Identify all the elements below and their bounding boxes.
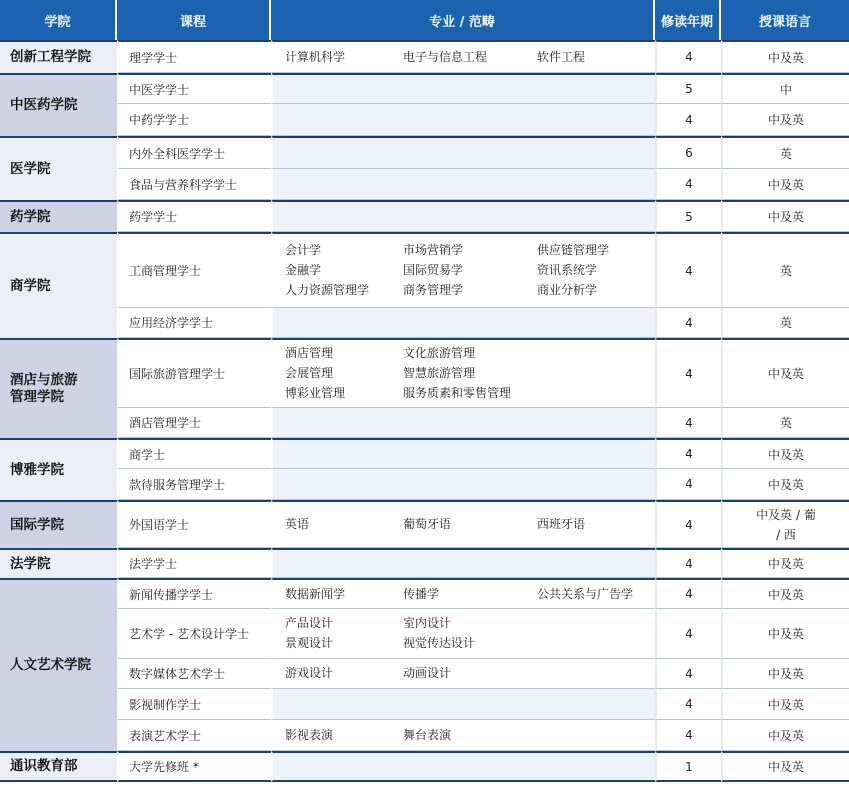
school-cell: 人文艺术学院: [0, 578, 117, 751]
major-item: 博彩业管理: [285, 386, 346, 400]
table-row: [0, 500, 849, 548]
course-cell: 工商管理学士: [117, 232, 271, 308]
header-language: 授课语言: [721, 0, 849, 40]
course-cell: 外国语学士: [117, 500, 271, 548]
majors-cell: [271, 609, 655, 659]
majors-cell: [271, 169, 655, 200]
table-row: [0, 720, 849, 751]
language-cell: 英: [721, 232, 849, 308]
language-line: / 西: [776, 527, 796, 542]
course-cell: 大学先修班 *: [117, 751, 271, 782]
majors-cell: [271, 438, 655, 469]
language-cell: 中及英: [721, 338, 849, 408]
majors-cell: [271, 73, 655, 104]
major-item: 资讯系统学: [537, 263, 598, 277]
language-cell: 中及英: [721, 104, 849, 136]
major-item: 公共关系与广告学: [537, 586, 634, 601]
header-school: 学院: [0, 0, 117, 40]
language-cell: 英: [721, 408, 849, 438]
school-cell: [0, 338, 117, 438]
school-cell: 创新工程学院: [0, 40, 117, 73]
course-cell: 款待服务管理学士: [117, 469, 271, 500]
major-item: 英语: [285, 517, 310, 531]
language-cell: 中及英: [721, 200, 849, 232]
table-row: [0, 308, 849, 338]
school-cell: 商学院: [0, 232, 117, 338]
school-cell: 法学院: [0, 548, 117, 578]
years-cell: 4: [655, 40, 721, 73]
table-row: [0, 169, 849, 200]
course-cell: 艺术学 - 艺术设计学士: [117, 609, 271, 659]
table-row: [0, 578, 849, 609]
language-cell: 英: [721, 308, 849, 338]
years-cell: 4: [655, 338, 721, 408]
major-item: 室内设计: [403, 616, 452, 630]
table-row: [0, 609, 849, 659]
major-item: 景观设计: [285, 636, 334, 650]
years-cell: 4: [655, 104, 721, 136]
course-cell: 食品与营养科学学士: [117, 169, 271, 200]
years-cell: 4: [655, 609, 721, 659]
header-course: 课程: [117, 0, 271, 40]
language-cell: 中: [721, 73, 849, 104]
course-cell: 表演艺术学士: [117, 720, 271, 751]
years-cell: 4: [655, 689, 721, 720]
course-cell: 理学学士: [117, 40, 271, 73]
header-majors: 专业 / 范畴: [271, 0, 655, 40]
course-cell: 中药学学士: [117, 104, 271, 136]
major-item: 会展管理: [285, 366, 334, 380]
major-item: 舞台表演: [403, 727, 452, 742]
language-cell: 中及英: [721, 578, 849, 609]
course-cell: 商学士: [117, 438, 271, 469]
major-item: 服务质素和零售管理: [403, 386, 512, 400]
major-item: 西班牙语: [537, 517, 586, 531]
language-cell: 中及英: [721, 548, 849, 578]
majors-cell: [271, 200, 655, 232]
major-item: 软件工程: [537, 49, 586, 64]
course-cell: 酒店管理学士: [117, 408, 271, 438]
course-cell: 法学学士: [117, 548, 271, 578]
years-cell: 4: [655, 308, 721, 338]
years-cell: 5: [655, 200, 721, 232]
language-cell: [721, 500, 849, 548]
major-item: 视觉传达设计: [403, 636, 476, 650]
majors-cell: [271, 232, 655, 308]
majors-cell: [271, 104, 655, 136]
years-cell: 4: [655, 578, 721, 609]
school-cell: 通识教育部: [0, 751, 117, 782]
major-item: 游戏设计: [285, 666, 334, 680]
major-item: 国际贸易学: [403, 263, 464, 277]
school-cell: 医学院: [0, 136, 117, 200]
years-cell: 6: [655, 136, 721, 169]
majors-cell: [271, 578, 655, 609]
school-cell: 博雅学院: [0, 438, 117, 500]
language-cell: 中及英: [721, 720, 849, 751]
table-row: [0, 689, 849, 720]
major-item: 智慧旅游管理: [403, 366, 476, 380]
language-cell: 中及英: [721, 438, 849, 469]
major-item: 动画设计: [403, 666, 452, 680]
years-cell: 4: [655, 548, 721, 578]
table-row: [0, 338, 849, 408]
language-cell: 英: [721, 136, 849, 169]
table-row: [0, 73, 849, 104]
major-item: 商务管理学: [403, 283, 464, 297]
table-row: [0, 136, 849, 169]
major-item: 传播学: [403, 586, 440, 601]
years-cell: 4: [655, 500, 721, 548]
header-years: 修读年期: [655, 0, 721, 40]
table-row: [0, 232, 849, 308]
majors-cell: [271, 308, 655, 338]
table-row: [0, 751, 849, 782]
major-item: 人力资源管理学: [285, 283, 370, 297]
course-cell: 药学学士: [117, 200, 271, 232]
language-cell: 中及英: [721, 40, 849, 73]
school-cell: 国际学院: [0, 500, 117, 548]
major-item: 电子与信息工程: [403, 49, 488, 64]
major-item: 商业分析学: [537, 283, 598, 297]
school-cell: 中医药学院: [0, 73, 117, 136]
table-row: [0, 408, 849, 438]
majors-cell: [271, 689, 655, 720]
school-cell: 药学院: [0, 200, 117, 232]
table-row: [0, 200, 849, 232]
table-row: [0, 104, 849, 136]
years-cell: 1: [655, 751, 721, 782]
language-line: 中及英 / 葡: [756, 507, 816, 522]
language-cell: 中及英: [721, 609, 849, 659]
years-cell: 4: [655, 469, 721, 500]
majors-cell: [271, 720, 655, 751]
major-item: 会计学: [285, 243, 322, 257]
table-row: [0, 659, 849, 689]
major-item: 产品设计: [285, 616, 334, 630]
language-cell: 中及英: [721, 169, 849, 200]
majors-cell: [271, 500, 655, 548]
majors-cell: [271, 136, 655, 169]
majors-cell: [271, 408, 655, 438]
major-item: 数据新闻学: [285, 586, 346, 601]
years-cell: 4: [655, 232, 721, 308]
majors-cell: [271, 338, 655, 408]
majors-cell: [271, 548, 655, 578]
majors-cell: [271, 751, 655, 782]
table-row: [0, 469, 849, 500]
years-cell: 4: [655, 720, 721, 751]
major-item: 供应链管理学: [537, 243, 610, 257]
years-cell: 4: [655, 659, 721, 689]
majors-cell: [271, 40, 655, 73]
course-cell: 数字媒体艺术学士: [117, 659, 271, 689]
language-cell: 中及英: [721, 751, 849, 782]
major-item: 市场营销学: [403, 243, 464, 257]
years-cell: 5: [655, 73, 721, 104]
course-cell: 应用经济学学士: [117, 308, 271, 338]
major-item: 计算机科学: [285, 49, 346, 64]
majors-cell: [271, 469, 655, 500]
school-name-line: 管理学院: [10, 389, 64, 405]
table-row: [0, 438, 849, 469]
table-row: [0, 548, 849, 578]
years-cell: 4: [655, 169, 721, 200]
years-cell: 4: [655, 408, 721, 438]
major-item: 酒店管理: [285, 346, 334, 360]
school-name-line: 酒店与旅游: [10, 372, 78, 389]
language-cell: 中及英: [721, 689, 849, 720]
header-row: [0, 0, 849, 40]
course-cell: 新闻传播学学士: [117, 578, 271, 609]
course-cell: 中医学学士: [117, 73, 271, 104]
major-item: 葡萄牙语: [403, 517, 452, 531]
years-cell: 4: [655, 438, 721, 469]
major-item: 金融学: [285, 263, 322, 277]
table-row: [0, 40, 849, 73]
course-cell: 国际旅游管理学士: [117, 338, 271, 408]
major-item: 文化旅游管理: [403, 346, 476, 360]
major-item: 影视表演: [285, 727, 334, 742]
language-cell: 中及英: [721, 469, 849, 500]
course-cell: 内外全科医学学士: [117, 136, 271, 169]
language-cell: 中及英: [721, 659, 849, 689]
majors-cell: [271, 659, 655, 689]
course-cell: 影视制作学士: [117, 689, 271, 720]
